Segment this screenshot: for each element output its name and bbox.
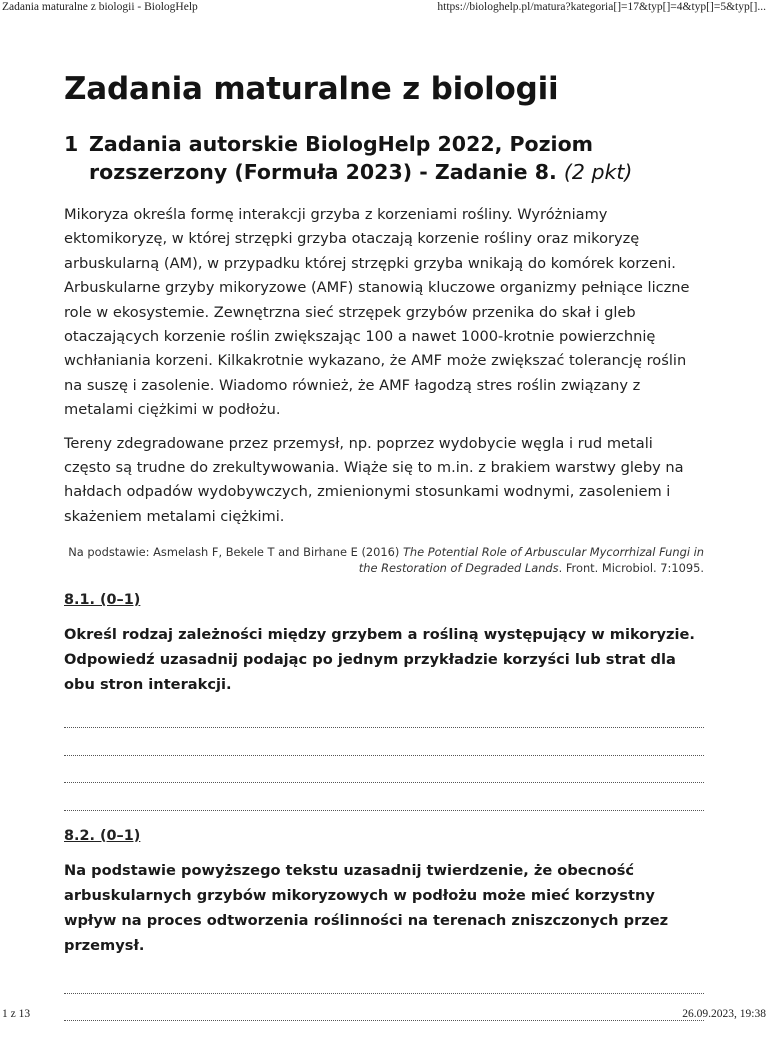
- task-title: Zadania autorskie BiologHelp 2022, Poziom rozszerzony (Formuła 2023) - Zadanie 8.: [89, 132, 594, 184]
- source-title: The Potential Role of Arbuscular Mycorrhizal Fungi in the Restoration of Degraded Lands: [358, 545, 704, 576]
- task-heading: [64, 130, 704, 186]
- print-header-title: Zadania maturalne z biologii - BiologHelp: [2, 1, 198, 13]
- intro-paragraph-1: Mikoryza określa formę interakcji grzyba z korzeniami rośliny. Wyróżniamy ektomikoryzę, w której strzępki grzyba otaczają korzenie rośliny oraz mikoryzę arbuskularną (AM), w przypadku której strzępki grzyba wnikają do komórek korzeni. Arbuskularne grzyby mikoryzowe (AMF) stanowią kluczowe organizmy pełniące liczne role w ekosystemie. Zewnętrzna sieć strzępek grzybów przenika do skał i gleb otaczających korzenie roślin zwiększając 100 a nawet 1000-krotnie powierzchnię wchłaniania korzeni. Kilkakrotnie wykazano, że AMF może zwiększać tolerancję roślin na suszę i zasolenie. Wiadomo również, że AMF łagodzą stres roślin związany z metalami ciężkimi w podłożu.: [64, 206, 690, 419]
- subtask-label-8-1: 8.1. (0–1): [64, 592, 141, 609]
- answer-line: [64, 755, 704, 757]
- print-header: [0, 0, 768, 16]
- source-citation: [64, 544, 704, 576]
- print-footer: [0, 1006, 768, 1024]
- subtask-label-8-2: 8.2. (0–1): [64, 827, 141, 844]
- answer-line: [64, 993, 704, 995]
- answer-line: [64, 810, 704, 812]
- page-counter: 1 z 13: [2, 1008, 31, 1020]
- answer-area-8-1[interactable]: [64, 727, 704, 812]
- main-content: [64, 66, 704, 1048]
- answer-line: [64, 782, 704, 784]
- source-suffix: . Front. Microbiol. 7:1095.: [558, 561, 704, 576]
- subtask-question-8-1: Określ rodzaj zależności między grzybem a rośliną występujący w mikoryzie. Odpowiedź uzasadnij podając po jednym przykładzie korzyści lub strat dla obu stron interakcji.: [64, 626, 695, 694]
- answer-line: [64, 727, 704, 729]
- page-title: Zadania maturalne z biologii: [64, 71, 559, 107]
- task-points: (2 pkt): [563, 160, 633, 184]
- subtask-question-8-2: Na podstawie powyższego tekstu uzasadnij twierdzenie, że obecność arbuskularnych grzybów mikoryzowych w podłożu może mieć korzystny wpływ na proces odtworzenia roślinności na terenach zniszczonych przez przemysł.: [64, 861, 669, 954]
- task-number: 1: [64, 132, 79, 156]
- source-prefix: Na podstawie: Asmelash F, Bekele T and Birhane E (2016): [68, 545, 403, 560]
- print-datetime: 26.09.2023, 19:38: [682, 1008, 766, 1020]
- intro-paragraph-2: Tereny zdegradowane przez przemysł, np. poprzez wydobycie węgla i rud metali często są trudne do zrekultywowania. Wiąże się to m.in. z brakiem warstwy gleby na hałdach odpadów wydobywczych, zmienionymi stosunkami wodnymi, zasoleniem i skażeniem metalami ciężkimi.: [64, 434, 684, 525]
- print-header-url: https://biologhelp.pl/matura?kategoria[]=17&typ[]=4&typ[]=5&typ[]...: [437, 1, 766, 13]
